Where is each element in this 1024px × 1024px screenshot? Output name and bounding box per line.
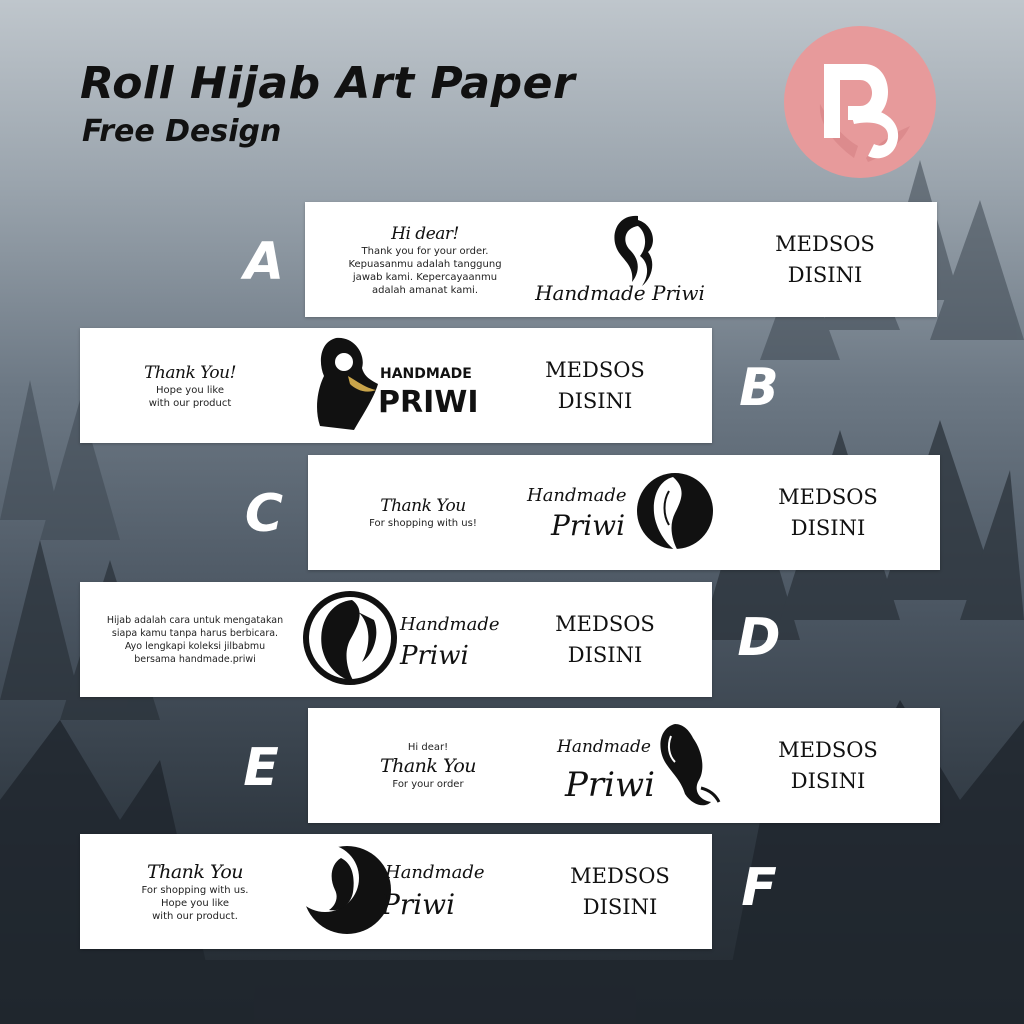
greeting-text: Thank You <box>146 861 244 883</box>
design-letter-a: A <box>243 232 285 292</box>
medsos-line: DISINI <box>787 262 863 287</box>
message-line: For shopping with us. <box>141 885 249 896</box>
message-line: Kepuasanmu adalah tanggung <box>348 258 502 270</box>
greeting-text: Hi dear! <box>391 223 459 244</box>
design-strip-d <box>80 582 712 697</box>
brand-bottom-text: Priwi <box>381 888 456 921</box>
medsos-placeholder <box>545 834 695 949</box>
hijab-silhouette-logo-icon <box>520 202 720 317</box>
hijab-circle-logo-icon <box>523 455 723 570</box>
brand-top-text: Handmade <box>385 862 485 883</box>
brand-bottom-text: PRIWI <box>378 385 479 420</box>
design-strip-f <box>80 834 712 949</box>
page-title: Roll Hijab Art Paper <box>80 58 576 109</box>
design-letter-b: B <box>739 358 779 418</box>
message-block-e <box>368 708 488 823</box>
medsos-placeholder <box>530 582 680 697</box>
message-line: Hijab adalah cara untuk mengatakan <box>106 614 284 626</box>
message-line: with our product <box>148 397 232 409</box>
hijab-ring-logo-icon <box>300 582 500 697</box>
medsos-line: MEDSOS <box>778 737 878 762</box>
design-letter-e: E <box>243 738 279 798</box>
message-line: siapa kamu tanpa harus berbicara. <box>111 627 279 639</box>
message-block-d <box>100 582 290 697</box>
greeting-text: Thank You <box>379 754 477 777</box>
medsos-line: MEDSOS <box>555 611 655 636</box>
brand-top-text: Handmade <box>527 485 627 506</box>
message-block-a <box>335 202 515 317</box>
hijab-woman-logo-icon <box>310 328 480 443</box>
brand-bottom-text: Priwi <box>565 765 655 805</box>
design-strip-c <box>308 455 940 570</box>
design-strip-e <box>308 708 940 823</box>
design-letter-f: F <box>741 858 777 918</box>
message-line: Ayo lengkapi koleksi jilbabmu <box>124 640 266 652</box>
design-letter-d: D <box>737 608 781 668</box>
message-line: adalah amanat kami. <box>371 284 479 296</box>
message-line: Hope you like <box>160 898 229 909</box>
message-block-b <box>120 328 260 443</box>
medsos-line: MEDSOS <box>778 484 878 509</box>
medsos-placeholder <box>745 202 905 317</box>
pre-greeting-text: Hi dear! <box>407 741 449 753</box>
message-line: bersama handmade.priwi <box>134 653 256 665</box>
moon-hijab-logo-icon <box>295 834 505 949</box>
medsos-line: DISINI <box>790 768 866 793</box>
pr-monogram-logo-icon <box>784 26 936 178</box>
design-strip-a <box>305 202 937 317</box>
brand-bottom-text: Priwi <box>400 641 469 671</box>
message-line: For shopping with us! <box>369 518 477 529</box>
brand-script-text: Handmade Priwi <box>535 281 705 305</box>
medsos-line: MEDSOS <box>545 357 645 382</box>
greeting-text: Thank You! <box>144 362 236 383</box>
flowing-hijab-logo-icon <box>553 708 723 823</box>
medsos-line: DISINI <box>790 515 866 540</box>
medsos-placeholder <box>748 455 908 570</box>
medsos-placeholder <box>748 708 908 823</box>
page-subtitle: Free Design <box>82 114 282 149</box>
message-line: with our product. <box>152 911 238 922</box>
medsos-line: MEDSOS <box>570 863 670 888</box>
message-block-f <box>125 834 265 949</box>
message-line: For your order <box>392 778 464 790</box>
design-strip-b <box>80 328 712 443</box>
medsos-line: DISINI <box>557 388 633 413</box>
greeting-text: Thank You <box>380 496 466 516</box>
brand-top-text: Handmade <box>557 737 651 757</box>
message-line: Hope you like <box>155 384 224 396</box>
medsos-line: MEDSOS <box>775 231 875 256</box>
message-block-c <box>358 455 488 570</box>
brand-bottom-text: Priwi <box>551 509 626 542</box>
brand-top-text: Handmade <box>400 614 500 635</box>
medsos-line: DISINI <box>567 642 643 667</box>
medsos-placeholder <box>520 328 670 443</box>
brand-top-text: HANDMADE <box>380 366 472 382</box>
design-letter-c: C <box>244 484 284 544</box>
medsos-line: DISINI <box>582 894 658 919</box>
message-line: Thank you for your order. <box>361 245 489 257</box>
message-line: jawab kami. Kepercayaanmu <box>352 271 498 283</box>
